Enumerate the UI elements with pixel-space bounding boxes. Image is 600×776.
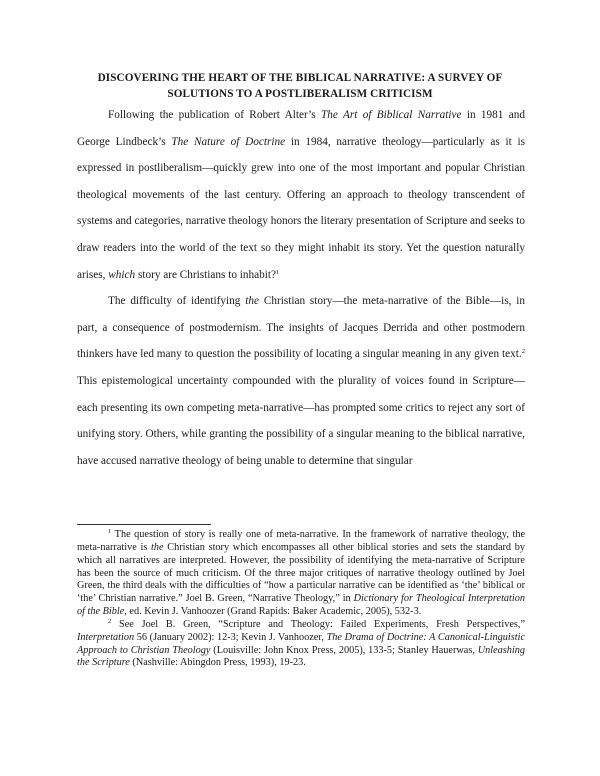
- fn2-text-2: 56 (January 2002): 12-3; Kevin J. Vanhoozer,: [134, 631, 327, 643]
- fn2-text-3: (Louisville: John Knox Press, 2005), 133-5; Stanley Hauerwas,: [210, 644, 478, 656]
- p2-text-3: This epistemological uncertainty compounded with the plurality of voices found in Scripture—each presenting its own competing meta-narrative—has prompted some critics to reject any sort of unifying story. Others, while granting the possibility of a singular meaning to the biblical narrative, have accused narrative theology of being unable to determine that singular: [77, 374, 525, 467]
- footnote-2-number: 2: [108, 617, 112, 625]
- p2-emphasis: the: [245, 295, 259, 308]
- footnote-divider: [77, 524, 211, 525]
- footnote-ref-2[interactable]: 2: [521, 348, 525, 356]
- p1-text-4: story are Christians to inhabit?: [135, 268, 277, 281]
- p1-book-title-1: The Art of Biblical Narrative: [321, 109, 462, 121]
- p1-book-title-2: The Nature of Doctrine: [171, 135, 286, 148]
- fn1-emphasis: the: [151, 541, 164, 553]
- p1-text-1: Following the publication of Robert Alter’s: [108, 109, 322, 121]
- footnote-2: [77, 619, 525, 670]
- title-line-2: SOLUTIONS TO A POSTLIBERALISM CRITICISM: [167, 88, 433, 100]
- footnote-1-number: 1: [108, 528, 112, 535]
- fn1-text-1: The question of story is really one of meta-narrative. In the framework of narrative theology, the meta-narrative is: [77, 529, 525, 553]
- paragraph-2: [77, 288, 525, 474]
- page-title: [76, 70, 524, 102]
- p1-text-2: in 1981 and George Lindbeck’s: [77, 109, 526, 148]
- fn1-book-title: Dictionary for Theological Interpretation of the Bible: [77, 593, 525, 618]
- footnote-1: [77, 529, 525, 619]
- paragraph-1: [77, 102, 525, 288]
- fn2-book-title-1: The Drama of Doctrine: A Canonical-Linguistic Approach to Christian Theology: [77, 631, 525, 656]
- p2-text-2: Christian story—the meta-narrative of the Bible—is, in part, a consequence of postmodernism. The insights of Jacques Derrida and other postmodern thinkers have led many to question the possibility of locating a singular meaning in any given text.: [77, 295, 525, 361]
- fn2-book-title-2: Unleashing the Scripture: [77, 644, 525, 669]
- title-line-1: DISCOVERING THE HEART OF THE BIBLICAL NARRATIVE: A SURVEY OF: [97, 72, 503, 84]
- fn1-text-3: , ed. Kevin J. Vanhoozer (Grand Rapids: Baker Academic, 2005), 532-3.: [124, 606, 422, 618]
- p1-text-3: in 1984, narrative theology—particularly as it is expressed in postliberalism—quickly grew into one of the most important and popular Christian theological movements of the last century. Offering an approach to theology transcendent of systems and categories, narrative theology honors the literary presentation of Scripture and seeks to draw readers into the world of the text so they might inhabit its story. Yet the question naturally arises,: [77, 135, 525, 281]
- fn1-text-2: Christian story which encompasses all other biblical stories and sets the standard by which all narratives are interpreted. However, the possibility of identifying the meta-narrative of Scripture has been the source of much criticism. Of the three major critiques of narrative theology outlined by Joel Green, the third deals with the difficulties of “how a particular narrative can be identified as ‘the’ biblical or ‘the’ Christian narrative.” Joel B. Green, “Narrative Theology,” in: [77, 541, 525, 605]
- p1-emphasis: which: [108, 268, 136, 281]
- body-text: [77, 102, 525, 474]
- fn2-journal-title: Interpretation: [77, 631, 135, 643]
- footnote-ref-1[interactable]: 1: [276, 268, 280, 276]
- fn2-text-1: See Joel B. Green, “Scripture and Theology: Failed Experiments, Fresh Perspectives,”: [111, 618, 525, 630]
- footnotes: [77, 529, 525, 670]
- p2-text-1: The difficulty of identifying: [108, 295, 246, 308]
- fn2-text-4: (Nashville: Abingdon Press, 1993), 19-23.: [129, 657, 306, 669]
